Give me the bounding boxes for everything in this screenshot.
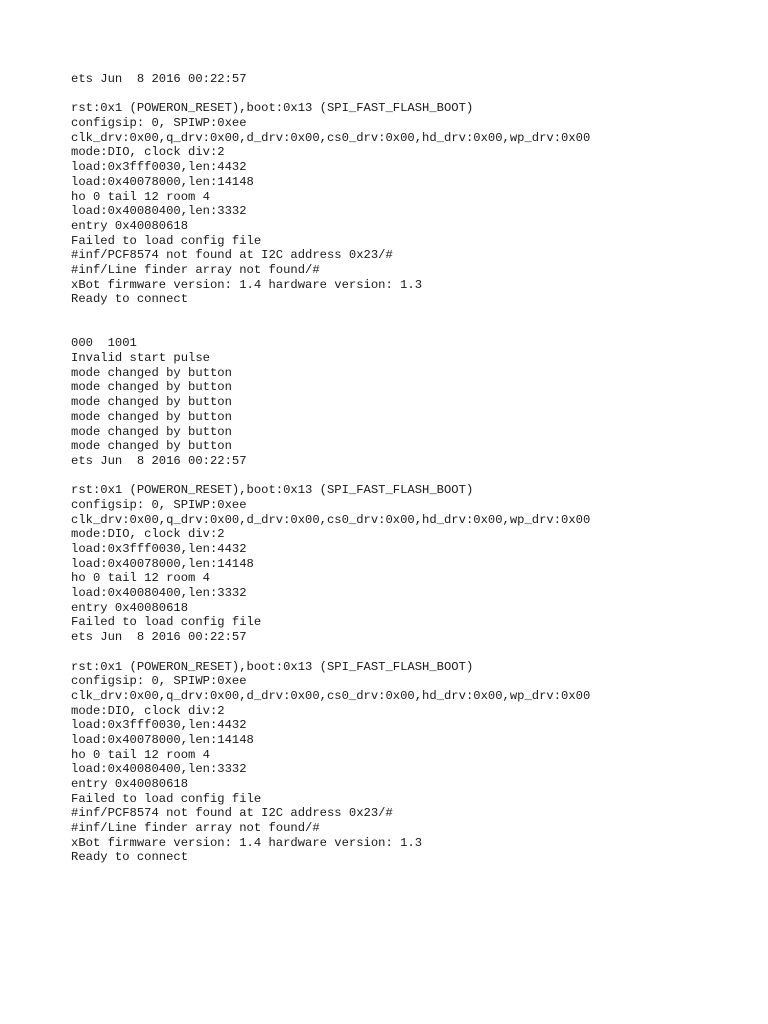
log-line: clk_drv:0x00,q_drv:0x00,d_drv:0x00,cs0_drv:0x00,hd_drv:0x00,wp_drv:0x00 [71, 130, 591, 145]
log-line: load:0x3fff0030,len:4432 [71, 542, 247, 556]
log-line: xBot firmware version: 1.4 hardware version: 1.3 [71, 277, 423, 292]
log-line: ho 0 tail 12 room 4 [71, 571, 210, 586]
log-line: ets Jun 8 2016 00:22:57 [71, 630, 247, 645]
log-line: mode:DIO, clock div:2 [71, 527, 225, 542]
log-line: configsip: 0, SPIWP:0xee [71, 674, 247, 689]
log-line: entry 0x40080618 [71, 218, 189, 233]
log-line [71, 307, 590, 322]
log-line: load:0x40080400,len:3332 [71, 762, 247, 777]
log-line: ho 0 tail 12 room 4 [71, 189, 210, 204]
log-line [71, 322, 590, 337]
log-line: 000 1001 [71, 336, 137, 351]
log-line: Failed to load config file [71, 791, 262, 806]
log-line: clk_drv:0x00,q_drv:0x00,d_drv:0x00,cs0_drv:0x00,hd_drv:0x00,wp_drv:0x00 [71, 512, 591, 527]
log-line: configsip: 0, SPIWP:0xee [71, 497, 247, 512]
log-line: configsip: 0, SPIWP:0xee [71, 116, 247, 131]
log-line: mode:DIO, clock div:2 [71, 145, 225, 160]
log-line: Ready to connect [71, 292, 189, 307]
log-line: #inf/Line finder array not found/# [71, 821, 320, 836]
log-line: rst:0x1 (POWERON_RESET),boot:0x13 (SPI_FAST_FLASH_BOOT) [71, 101, 474, 116]
log-line: Invalid start pulse [71, 351, 210, 366]
log-line: mode:DIO, clock div:2 [71, 703, 225, 718]
log-line: Failed to load config file [71, 615, 262, 630]
log-line: ets Jun 8 2016 00:22:57 [71, 72, 247, 86]
serial-log [71, 72, 590, 865]
log-line [71, 469, 590, 484]
log-line: load:0x40078000,len:14148 [71, 732, 254, 747]
log-line: mode changed by button [71, 409, 232, 424]
log-line: load:0x3fff0030,len:4432 [71, 160, 247, 175]
log-line: load:0x40080400,len:3332 [71, 586, 247, 601]
log-line: load:0x40080400,len:3332 [71, 204, 247, 219]
log-line: entry 0x40080618 [71, 777, 189, 791]
log-line: mode changed by button [71, 439, 232, 454]
log-line: rst:0x1 (POWERON_RESET),boot:0x13 (SPI_FAST_FLASH_BOOT) [71, 659, 474, 674]
log-line: mode changed by button [71, 365, 232, 380]
log-line: #inf/Line finder array not found/# [71, 262, 320, 277]
log-line: mode changed by button [71, 395, 232, 410]
log-line: entry 0x40080618 [71, 600, 189, 615]
log-line: clk_drv:0x00,q_drv:0x00,d_drv:0x00,cs0_drv:0x00,hd_drv:0x00,wp_drv:0x00 [71, 688, 591, 703]
log-line: mode changed by button [71, 424, 232, 439]
log-line [71, 87, 590, 102]
log-line: ho 0 tail 12 room 4 [71, 747, 210, 762]
log-line: #inf/PCF8574 not found at I2C address 0x23/# [71, 806, 393, 821]
log-line: rst:0x1 (POWERON_RESET),boot:0x13 (SPI_FAST_FLASH_BOOT) [71, 483, 474, 498]
log-line: mode changed by button [71, 380, 232, 395]
log-line: Failed to load config file [71, 233, 262, 248]
log-line: ets Jun 8 2016 00:22:57 [71, 453, 247, 468]
log-line: xBot firmware version: 1.4 hardware version: 1.3 [71, 835, 423, 850]
log-line: #inf/PCF8574 not found at I2C address 0x23/# [71, 248, 393, 263]
log-line: load:0x40078000,len:14148 [71, 556, 254, 571]
log-line: load:0x3fff0030,len:4432 [71, 718, 247, 733]
log-line: load:0x40078000,len:14148 [71, 174, 254, 189]
log-line: Ready to connect [71, 850, 189, 865]
log-line [71, 645, 590, 660]
